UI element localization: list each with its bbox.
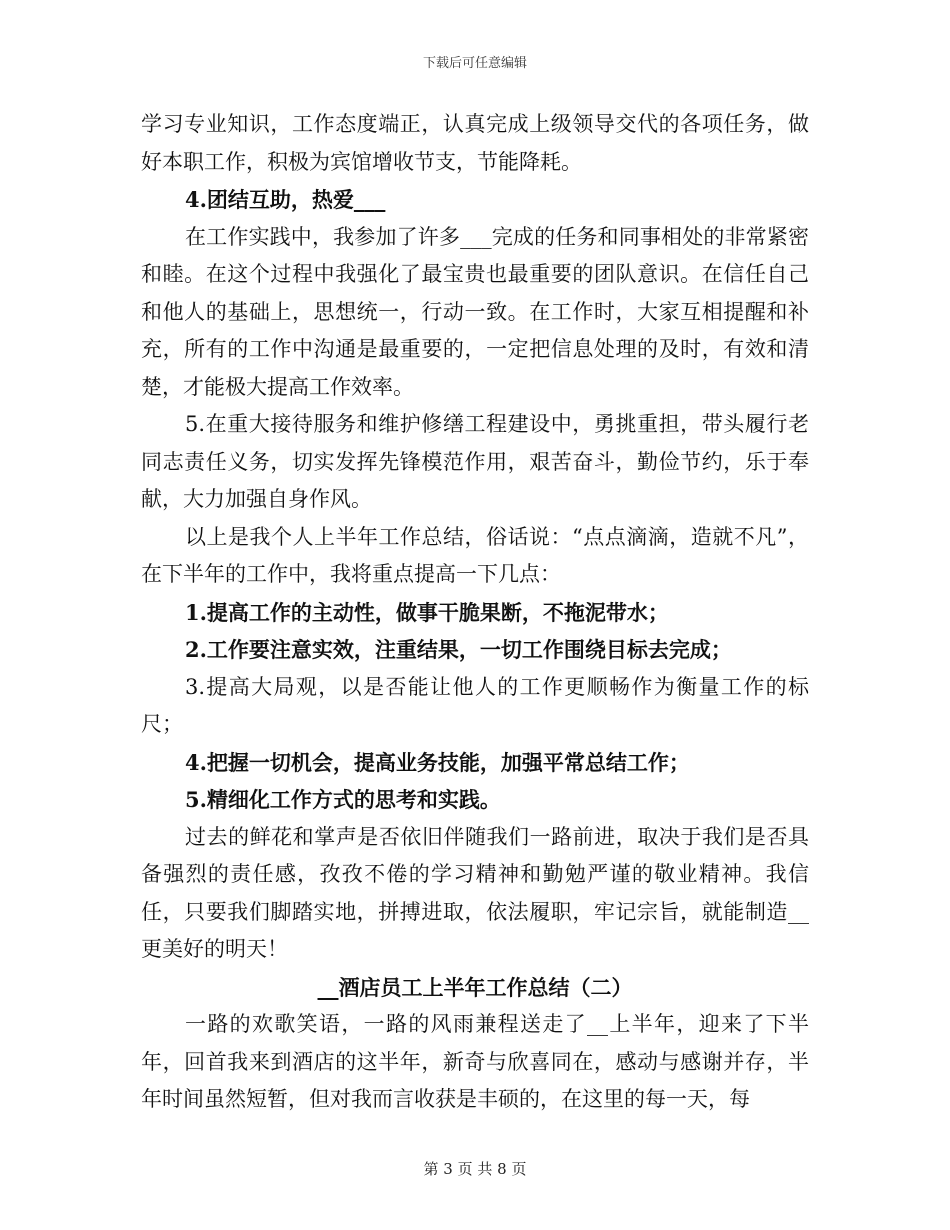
goal-item-1: 1.提高工作的主动性，做事干脆果断，不拖泥带水； xyxy=(185,599,669,625)
paragraph-teamwork: 在工作实践中，我参加了许多___完成的任务和同事相处的非常紧密和睦。在这个过程中我强化了最宝贵也最重要的团队意识。在信任自己和他人的基础上，思想统一，行动一致。在工作时，大家互相提醒和补充，所有的工作中沟通是最重要的，一定把信息处理的及时，有效和清楚，才能极大提高工作效率。 xyxy=(141,224,809,399)
goal-item-3: 3.提高大局观，以是否能让他人的工作更顺畅作为衡量工作的标尺； xyxy=(141,674,809,736)
paragraph-conclusion: 过去的鲜花和掌声是否依旧伴随我们一路前进，取决于我们是否具备强烈的责任感，孜孜不倦的学习精神和勤勉严谨的敬业精神。我信任，只要我们脚踏实地，拼搏进取，依法履职，牢记宗旨，就能制造__更美好的明天！ xyxy=(141,824,809,961)
paragraph-service: 5.在重大接待服务和维护修缮工程建设中，勇挑重担，带头履行老同志责任义务，切实发挥先锋模范作用，艰苦奋斗，勤俭节约，乐于奉献，大力加强自身作风。 xyxy=(141,412,809,511)
goal-item-4: 4.把握一切机会，提高业务技能，加强平常总结工作； xyxy=(185,749,690,775)
paragraph-summary: 以上是我个人上半年工作总结，俗话说：“点点滴滴，造就不凡”，在下半年的工作中，我将重点提高一下几点： xyxy=(141,524,809,586)
page-footer: 第 3 页 共 8 页 xyxy=(423,1160,527,1178)
goal-item-2: 2.工作要注意实效，注重结果，一切工作围绕目标去完成； xyxy=(185,637,732,662)
paragraph-intro-two: 一路的欢歌笑语，一路的风雨兼程送走了__上半年，迎来了下半年，回首我来到酒店的这半年，新奇与欣喜同在，感动与感谢并存，半年时间虽然短暂，但对我而言收获是丰硕的，在这里的每一天，每 xyxy=(141,1012,809,1111)
document-body xyxy=(141,106,809,1119)
paragraph-0: 学习专业知识，工作态度端正，认真完成上级领导交代的各项任务，做好本职工作，积极为宾馆增收节支，节能降耗。 xyxy=(141,112,809,174)
page-header: 下载后可任意编辑 xyxy=(422,56,527,71)
section-title: __酒店员工上半年工作总结（二） xyxy=(317,974,633,1000)
heading-unity: 4.团结互助，热爱___ xyxy=(185,187,386,212)
goal-item-5: 5.精细化工作方式的思考和实践。 xyxy=(185,787,501,812)
